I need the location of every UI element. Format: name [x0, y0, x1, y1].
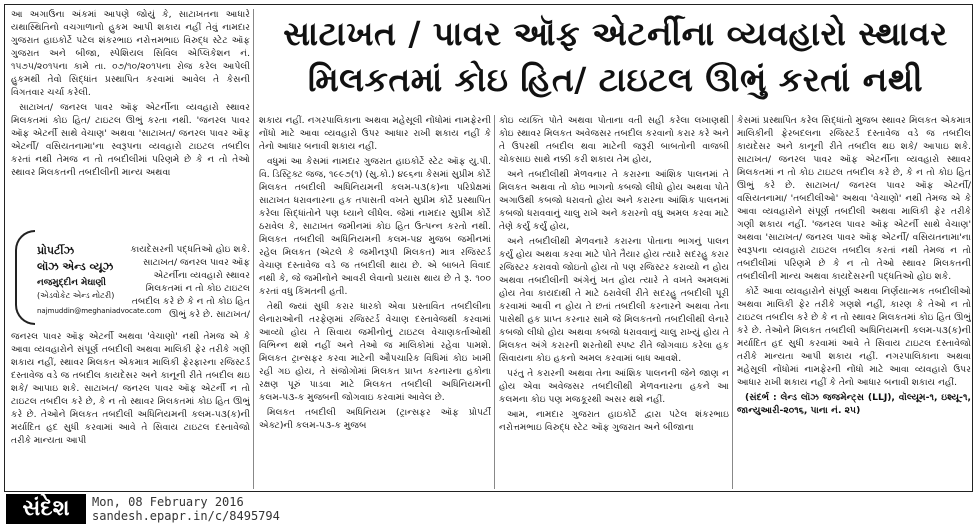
- author-name: નજમુદ્દીન મેઘાણી: [37, 278, 106, 288]
- publication-date: Mon, 08 February 2016: [92, 495, 244, 509]
- paragraph: આમ, નામદાર ગુજરાત હાઇકોર્ટે દ્વારા પટેલ શંકરભાઇ નરોત્તમભાઇ વિરુદ્ધ સ્ટેટ ઑફ ગુજરાત અને બીજાના: [499, 409, 729, 433]
- wrapped-text: કાયદેસરની પદ્ધતિઓ હોઇ શકે. સાટાખત/ જનરલ પાવર ઑફ એટર્નીના વ્યવહારો સ્થાવર મિલકતમાં ન તો કોઇ ટાઇટલ તબદીલ કરે છે કે ન તો કોઇ હિત ઊભું કરે છે. સાટાખત/: [130, 244, 250, 320]
- paragraph: સાટાખત/ જનરલ પાવર ઑફ એટર્નીના વ્યવહારો સ્થાવર મિલકતમાં કોઇ હિત/ ટાઇટલ ઊભું કરતા નથી. 'જનરલ પાવર ઑફ એટર્ની સાથે વેચાણ' અથવા 'સાટાખત/ જનરલ પાવર ઑફ એટર્ની/ વસિયતનામા'ના સ્વરૂપના વ્યવહારો ટાઇટલ તબદીલ કરતાં નથી તેમજ ન તો તબદીલીમાં પરિણમે છે કે ન તો તેઓ સ્થાવર મિલકતની તબદીલીની માન્ય અથવા: [11, 102, 250, 178]
- source-url[interactable]: sandesh.epapr.in/c/8495794: [92, 509, 280, 523]
- intro-paragraph: આ અગાઉના અંકમાં આપણે જોયું કે, સાટાખતના આધારે યથાસ્થિતિનો વચગાળાનો હુકમ આપી શકાય નહીં તેવું નામદાર ગુજરાત હાઇકોર્ટે પટેલ શંકરભાઇ નરોત્તમભાઇ વિરુદ્ધ સ્ટેટ ઑફ ગુજરાત અને બીજા, સ્પેશિયલ સિવિલ એપ્લિકેશન નં. ૧૫૭૫/૨૦૧૫ના કામે તા. ૦૭/૧૦/૨૦૧૫ના રોજ કરેલ આપેલી હુકમથી તેવો સિદ્ધાંત પ્રસ્થાપિત કરવામાં આવેલ તે કેસની વિગતવાર ચર્ચા કરેલી.: [11, 9, 250, 98]
- column-4: [737, 114, 971, 490]
- column-1-top: [11, 8, 250, 188]
- paragraph: તેથી જ્યાં સુધી કરાર ધારકો એવા પ્રસ્તાવિત તબદીલીના લેનારાઓની તરફેણમાં રજિસ્ટર્ડ વેચાણ દસ્તાવેજથી કરવામાં આવ્યો હોય તે સિવાય જમીનોનું ટાઇટલ વેચાણકર્તાઓથી વિભિન્ન થશે નહીં અને તેઓ જ માલિકોમાં રહેવા પામશે. મિલકત ટ્રાન્સફર કરવા માટેની ઔપચારિક વિધિમાં કોઇ ખામી રહી ગઇ હોય, તે સંજોગોમાં મિલકત પ્રાપ્ત કરનારના હકોના રક્ષણ પૂરું પાડવા માટે મિલકત તબદીલી અધિનિયમની કલમ-૫૩-ક મુજબની જોગવાઇ કરવામાં આવેલ છે.: [259, 301, 491, 403]
- column-1-bottom: જનરલ પાવર ઑફ એટર્ની અથવા 'વેચાણો' નથી તેમજ એ કે આવા વ્યવહારોને સંપૂર્ણ તબદીલી અથવા માલિકી ફેર તરીકે ગણી શકાય નહીં, સ્થાવર મિલકત એકમાત્ર માલિકી ફેરફારના રજિસ્ટર્ડ દસ્તાવેજ વડે જ તબદીલ કાયદેસર અને કાનૂની રીતે તબદીલ થઇ શકે/ આપાઇ શકે. સાટાખત/ જનરલ પાવર ઑફ એટર્ની ન તો ટાઇટલ તબદીલ કરે છે, કે ન તો સ્થાવર મિલકતમાં કોઇ હિત ઊભું કરે છે. તેઓને મિલકત તબદીલી અધિનિયમની કલમ-૫૩(ક)ની મર્યાદિત હદ સુધી કરવામાં આવે તે સિવાય ટાઇટલ દસ્તાવેજો તરીકે માન્યતા આપી: [11, 331, 250, 446]
- headline: [263, 11, 968, 107]
- paragraph: શકાય નહીં. નગરપાલિકાના અથવા મહેસૂલી નોંધોમાં નામફેરની નોંધો માટે આવા વ્યવહારો ઉપર આધાર રાખી શકાય નહીં કે તેનો આધાર બનાવી શકાય નહીં.: [259, 115, 491, 152]
- column-divider: [732, 115, 733, 489]
- column-divider: [253, 9, 254, 489]
- reference-credit: (સંદર્ભ : લેન્ડ લૉઝ જજમેન્ટ્સ (LLJ), વૉલ્યૂમ-૧, ઇશ્યૂ-૧, જાન્યુઆરી-૨૦૧૬, પાના નં. ૨૫): [737, 392, 971, 416]
- column-series-line2: લૉઝ એન્ડ વ્યૂઝ: [37, 260, 114, 273]
- column-divider: [494, 115, 495, 489]
- column-3: [499, 114, 729, 490]
- author-role: (એડવોકેટ એન્ડ નોટરી): [37, 291, 115, 300]
- paragraph: મિલકત તબદીલી અધિનિયમ (ટ્રાન્સફર ઑફ પ્રોપર્ટી એક્ટ)ની કલમ-૫૩-ક મુજબ: [259, 407, 491, 431]
- paragraph: કેસમાં પ્રસ્થાપિત કરેલ સિદ્ધાંતો મુજબ સ્થાવર મિલકત એકમાત્ર માલિકીની ફેરબદલના રજિસ્ટર્ડ દસ્તાવેજ વડે જ તબદીલ કાયદેસર અને કાનૂની રીતે તબદીલ થઇ શકે/ આપાઇ શકે. સાટાખત/ જનરલ પાવર ઑફ એટર્નીના વ્યવહારો સ્થાવર મિલકતમાં ન તો કોઇ ટાઇટલ તબદીલ કરે છે, કે ન તો કોઇ હિત ઊભું કરે છે. સાટાખત/ જનરલ પાવર ઑફ એટર્ની/ વસિયતનામા/ 'તબદીલીઓ' અથવા 'વેચાણો' નથી તેમજ એ કે આવા વ્યવહારોને સંપૂર્ણ તબદીલી અથવા માલિકી ફેર તરીકે ગણી શકાય નહીં. 'જનરલ પાવર ઑફ એટર્ની સાથે વેચાણ' અથવા 'સાટાખત/ જનરલ પાવર ઑફ એટર્ની/ વસિયતનામા'ના સ્વરૂપના વ્યવહારો ટાઇટલ તબદીલ કરતાં નથી તેમજ ન તો તબદીલીમાં પરિણમે છે કે ન તો તેઓ સ્થાવર મિલકતની તબદીલીની માન્ય અથવા કાયદેસરની પદ્ધતિઓ હોઇ શકે.: [737, 115, 971, 282]
- article-frame: [4, 4, 973, 492]
- bracket-arc: [15, 230, 35, 325]
- column-series-line1: પ્રોપર્ટીઝ: [37, 244, 75, 257]
- paragraph: કોઇ વ્યક્તિ પોતે અથવા પોતાના વતી સહી કરેલા લખાણથી કોઇ સ્થાવર મિલકત અવેજસર તબદીલ કરવાનો કરાર કરે અને તે ઉપરથી તબદીલ થવા માટેની જરૂરી બાબતોની વાજબી ચોકસાઇ સાથે નક્કી કરી શકાય તેમ હોય,: [499, 115, 729, 165]
- paragraph: વધુમાં આ કેસમાં નામદાર ગુજરાત હાઇકોર્ટે સ્ટેટ ઑફ યુ.પી. વિ. ડિસ્ટ્રિક્ટ જજ, ૧૯૯૭(૧) (સુ.કો.) ૪૯૬ના કેસમાં સુપ્રીમ કોર્ટે મિલકત તબદીલી અધિનિયમની કલમ-૫૩(ક)ના પરિપ્રેક્ષમાં સાટાખત ધરાવનારના હક તપાસતી વખતે સુપ્રીમ કોર્ટે પ્રસ્થાપિત કરેલા સિદ્ધાંતોને પણ ધ્યાને લીધેલ. જેમાં નામદાર સુપ્રીમ કોર્ટે ઠરાવેલ કે, સાટાખત જમીનમાં કોઇ હિત ઉત્પન્ન કરતો નથી. મિલકત તબદીલી અધિનિયમની કલમ-૫૪ મુજબ જમીનમાં રહેલ મિલકત (એટલે કે જમીનરૂપી મિલકત) માત્ર રજિસ્ટર્ડ વેચાણ દસ્તાવેજ વડે જ તબદીલી થાય છે. એ બાબતે વિવાદ નથી કે, જે જમીનોને આવરી લેવાનો પ્રયાસ થાય છે તે રૂ. ૧૦૦ કરતાં વધુ કિંમતની હતી.: [259, 156, 491, 297]
- columnist-box: [15, 230, 162, 325]
- headline-line-2: મિલકતમાં કોઇ હિત/ ટાઇટલ ઊભું કરતાં નથી: [307, 60, 924, 99]
- paragraph: અને તબદીલીથી મેળવનાર તે કરારના આંશિક પાલનમાં તે મિલકત અથવા તો કોઇ ભાગનો કબજો લીધો હોય અથવા પોતે અગાઉથી કબજો ધરાવતો હોય અને કરારના આંશિક પાલનમાં કબજો ધરાવવાનું ચાલુ રાખે અને કરારનો વધુ અમલ કરવા માટે તેણે કર્યું કર્યું હોય,: [499, 169, 729, 232]
- paragraph: પરંતુ તે કરારની અથવા તેના આંશિક પાલનની જેને જાણ ન હોય એવા અવેજસર તબદીલીથી મેળવનારના હકને આ કલમના કોઇ પણ મજકૂરથી અસર થશે નહીં.: [499, 368, 729, 405]
- author-email: najmuddin@meghaniadvocate.com: [37, 307, 162, 315]
- epaper-footer: [0, 494, 977, 527]
- newspaper-logo: સંદેશ: [6, 494, 86, 524]
- column-2: [259, 114, 491, 490]
- paragraph: અને તબદીલીથી મેળવનારે કરારના પોતાના ભાગનું પાલન કર્યું હોય અથવા કરવા માટે પોતે તૈયાર હોય ત્યારે સદરહુ કરાર રજિસ્ટર કરાવવો જોઇતો હોય તો પણ રજિસ્ટર કરાવ્યો ન હોય અથવા તબદીલીની અંગેનું ખત હોય ત્યારે તે વખતે અમલમાં હોય તેવા કાયદાથી તે માટે ઠરાવેલી રીતે સદરહુ તબદીલી પૂરી કરવામાં આવી ન હોય તે છતાં તબદીલી કરનારને અથવા તેના પાસેથી હક પ્રાપ્ત કરનાર સામે જે મિલકતનો તબદીલીથી લેનારે કબજો લીધો હોય અથવા કબજો ધરાવવાનું ચાલુ રાખ્યું હોય તે મિલકત અંગે કરારની શરતોથી સ્પષ્ટ રીતે જોગવાઇ કરેલા હક સિવાયના કોઇ હકનો અમલ કરવામાં બાધ આવશે.: [499, 236, 729, 364]
- paragraph: કોર્ટે આવા વ્યવહારોને સંપૂર્ણ અથવા નિર્ણયાત્મક તબદીલીઓ અથવા માલિકી ફેર તરીકે ગણશે નહીં, કારણ કે તેઓ ન તો ટાઇટલ તબદીલ કરે છે કે ન તો સ્થાવર મિલકતમાં કોઇ હિત ઊભું કરે છે. તેઓને મિલકત તબદીલી અધિનિયમની કલમ-૫૩(ક)ની મર્યાદિત હદ સુધી કરવામાં આવે તે સિવાય ટાઇટલ દસ્તાવેજો તરીકે માન્યતા આપી શકાય નહીં. નગરપાલિકાના અથવા મહેસૂલી નોંધોમાં નામફેરની નોંધો માટે આવા વ્યવહારો ઉપર આધાર રાખી શકાય નહીં કે તેનો આધાર બનાવી શકાય નહીં.: [737, 286, 971, 388]
- headline-line-1: સાટાખત / પાવર ઑફ એટર્નીના વ્યવહારો સ્થાવર: [283, 14, 948, 53]
